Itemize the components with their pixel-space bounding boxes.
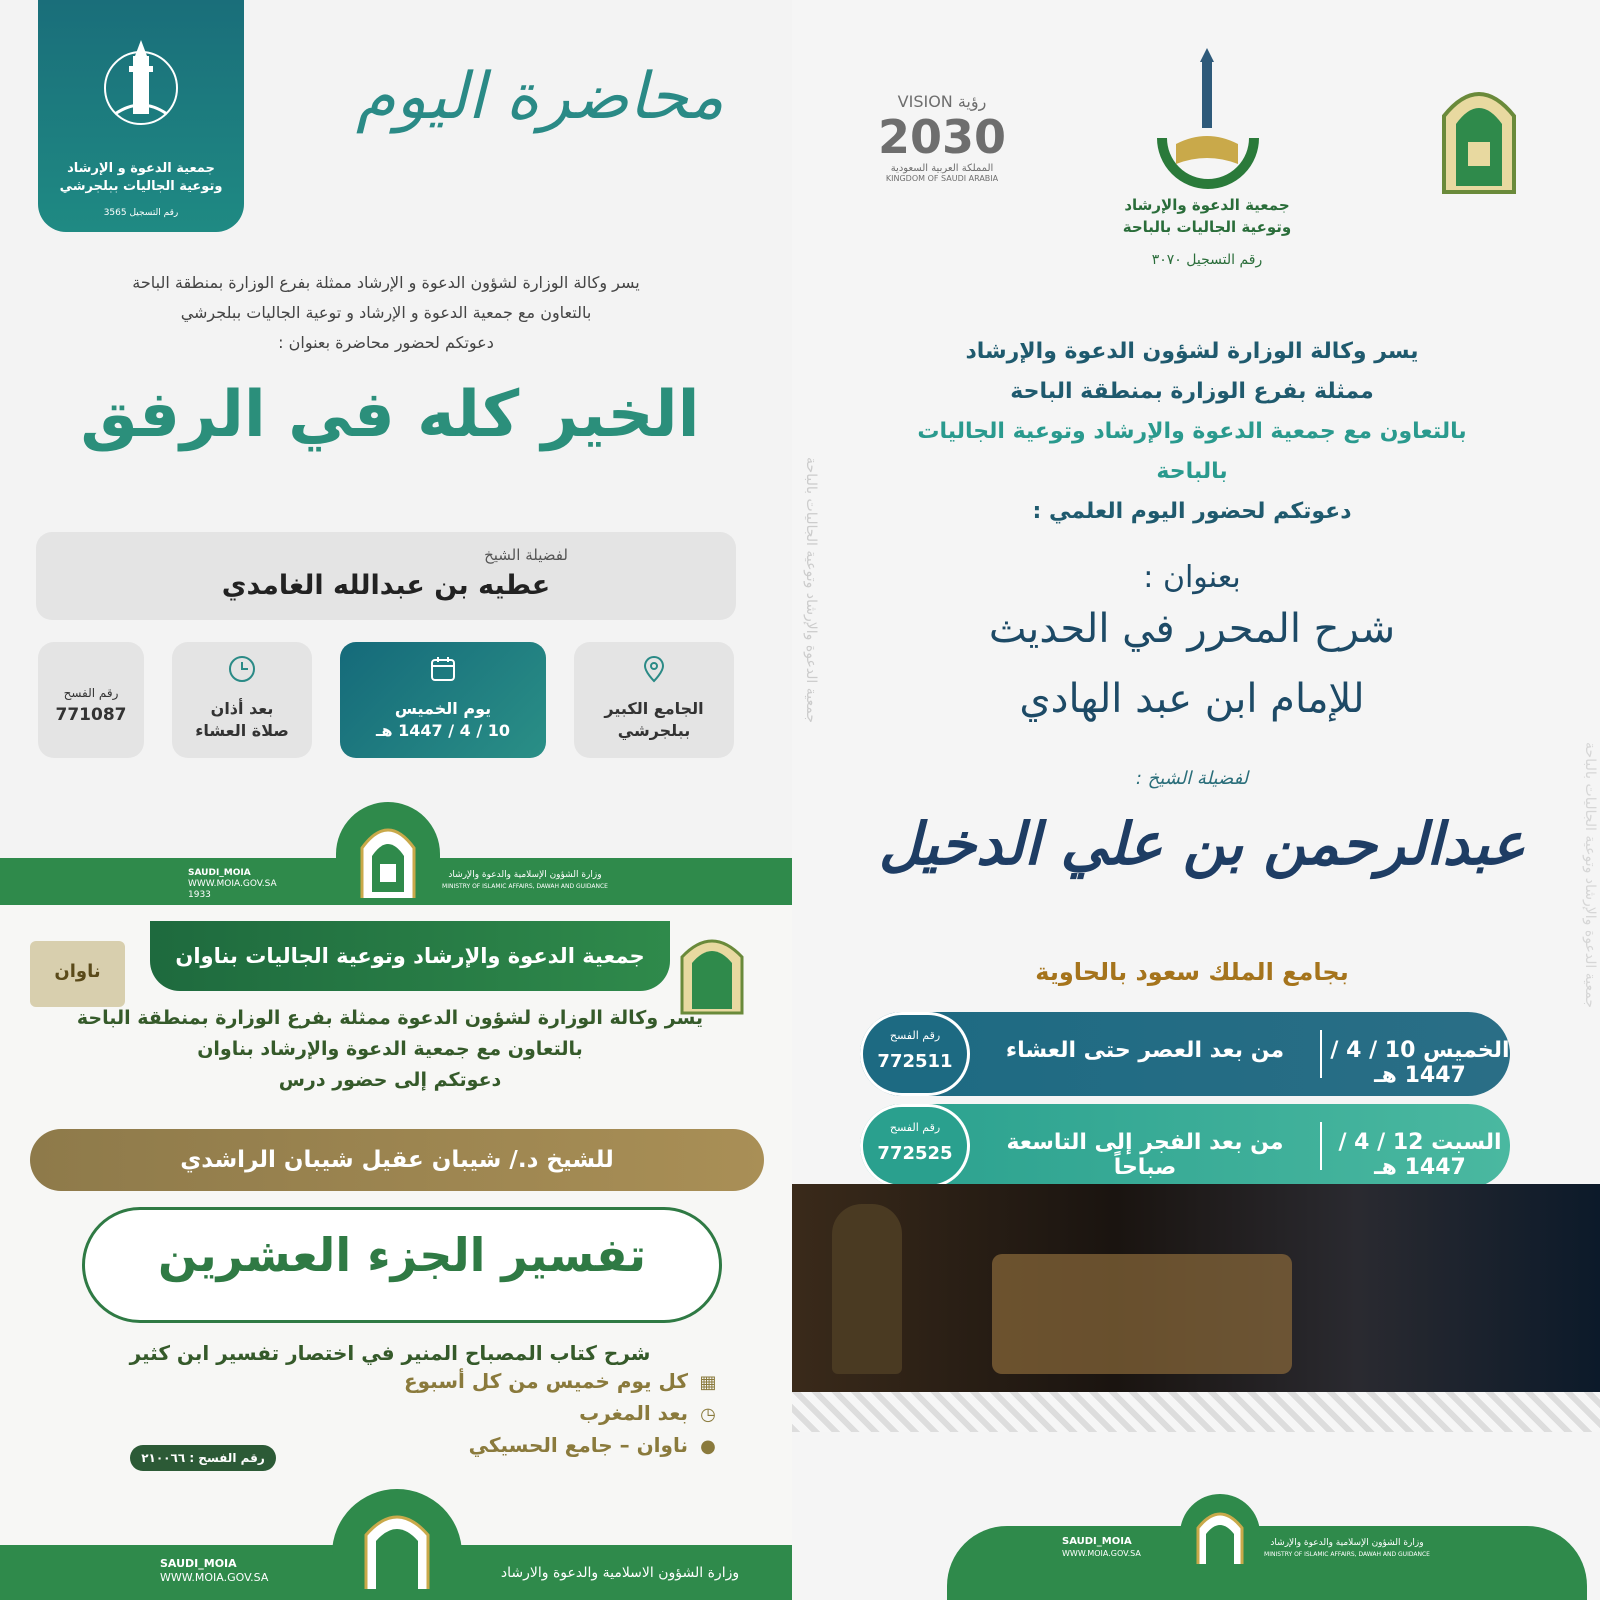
- session-1: [860, 1012, 1510, 1096]
- sheikh-name: عطيه بن عبدالله الغامدي: [221, 570, 551, 601]
- candle-manuscript-photo: [792, 1184, 1600, 1392]
- scroll: [992, 1254, 1292, 1374]
- title-line-2: للإمام ابن عبد الهادي: [1019, 676, 1365, 722]
- footer-contacts: SAUDI_MOIA WWW.MOIA.GOV.SA: [1062, 1536, 1141, 1558]
- decorative-band: [792, 1392, 1600, 1432]
- location-pin-icon: ●: [700, 1436, 716, 1457]
- lesson-subtitle: شرح كتاب المصباح المنير في اختصار تفسير ابن كثير: [129, 1341, 651, 1365]
- permit-tile: رقم الفسح 771087: [38, 642, 144, 758]
- location-pin-icon: [639, 654, 669, 684]
- title-line-1: شرح المحرر في الحديث: [988, 606, 1396, 652]
- divider: [1320, 1030, 1322, 1078]
- registration-number: رقم التسجيل ٣٠٧٠: [1151, 252, 1263, 268]
- footer-contacts: SAUDI_MOIA WWW.MOIA.GOV.SA 1933: [188, 868, 277, 900]
- headline: محاضرة اليوم: [356, 60, 724, 134]
- scientific-day-poster-albaha: [792, 0, 1600, 1600]
- clock-icon: ◷: [700, 1404, 716, 1425]
- location-tile: الجامع الكبير ببلجرشي: [574, 642, 734, 758]
- footer-ministry: وزارة الشؤون الاسلامية والدعوة والارشاد: [500, 1565, 740, 1581]
- ministry-emblem-icon: [1180, 1494, 1260, 1564]
- title-label: بعنوان :: [1143, 560, 1241, 595]
- ministry-emblem-icon: [678, 927, 746, 1015]
- intro-text: يسر وكالة الوزارة لشؤون الدعوة و الإرشاد ممثلة بفرع الوزارة بمنطقة الباحة بالتعاون مع جمعية الدعوة و الإرشاد و توعية الجاليات ببلجرشي دعوتكم لحضور محاضرة بعنوان :: [132, 273, 640, 352]
- sheikh-name: عبدالرحمن بن علي الدخيل: [878, 810, 1526, 878]
- ministry-logo-arch: [332, 1489, 462, 1589]
- ministry-emblem-icon: [332, 1489, 462, 1589]
- candle-holder: [832, 1204, 902, 1374]
- date-tile: يوم الخميس 10 / 4 / 1447 هـ: [340, 642, 546, 758]
- clock-icon: [227, 654, 257, 684]
- side-watermark-right: جمعية الدعوة والإرشاد وتوعية الجاليات بالباحة: [1582, 742, 1598, 1008]
- intro-text: يسر وكالة الوزارة لشؤون الدعوة والإرشاد ممثلة بفرع الوزارة بمنطقة الباحة بالتعاون مع جمعية الدعوة والإرشاد وتوعية الجاليات بالباحة دعوتكم لحضور اليوم العلمي :: [917, 339, 1467, 524]
- nawan-logo: ناوان: [30, 941, 125, 1007]
- org-crescent-book-icon: [1142, 48, 1272, 218]
- sheikh-label: لفضيلة الشيخ :: [1135, 768, 1249, 789]
- footer-ministry: وزارة الشؤون الإسلامية والدعوة والإرشاد MINISTRY OF ISLAMIC AFFAIRS, DAWAH AND GUIDANCE: [1264, 1538, 1430, 1558]
- location-row: ●ناوان – جامع الحسيكي: [300, 1433, 720, 1458]
- org-name: جمعية الدعوة والإرشاد وتوعية الجاليات بالباحة: [1122, 196, 1292, 236]
- permit-badge: رقم الفسح : ٢١٠٠٦٦: [130, 1445, 276, 1471]
- ministry-emblem-icon: [336, 802, 440, 902]
- time-row: ◷بعد المغرب: [300, 1401, 720, 1426]
- intro-text: يسر وكالة الوزارة لشؤون الدعوة ممثلة بفرع الوزارة بمنطقة الباحة بالتعاون مع جمعية الدعوة والإرشاد بناوان دعوتكم إلى حضور درس: [76, 1007, 704, 1091]
- lecture-title: الخير كله في الرفق: [80, 378, 700, 452]
- mosque-emblem-icon: [101, 36, 181, 136]
- tafsir-poster-nawan: [0, 905, 792, 1600]
- session-time: من بعد الفجر إلى التاسعة صباحاً: [1006, 1130, 1284, 1180]
- lecture-poster-baljurashi: [0, 0, 792, 905]
- time-tile: بعد أذان صلاة العشاء: [172, 642, 312, 758]
- footer-contacts: SAUDI_MOIA WWW.MOIA.GOV.SA: [160, 1557, 269, 1584]
- venue: بجامع الملك سعود بالحاوية: [1035, 958, 1349, 986]
- org-logo-card: [38, 0, 244, 232]
- vision-2030-logo: رؤية VISION 2030 المملكة العربية السعودية KINGDOM OF SAUDI ARABIA: [877, 92, 1007, 183]
- sheikh-label: لفضيلة الشيخ: [484, 546, 568, 564]
- divider: [1320, 1122, 1322, 1170]
- org-banner: جمعية الدعوة والإرشاد وتوعية الجاليات بناوان: [150, 921, 670, 991]
- ministry-logo-arch: [336, 802, 440, 902]
- lesson-title: تفسير الجزء العشرين: [157, 1228, 647, 1282]
- schedule-row: ▦كل يوم خميس من كل أسبوع: [300, 1369, 720, 1394]
- permit-badge: رقم الفسح 772511: [860, 1012, 970, 1096]
- session-time: من بعد العصر حتى العشاء: [1005, 1038, 1285, 1063]
- sheikh-banner: للشيخ د./ شيبان عقيل شيبان الراشدي: [30, 1129, 764, 1191]
- session-date: الخميس 10 / 4 / 1447 هـ: [1330, 1038, 1510, 1088]
- sheikh-box: [36, 532, 736, 620]
- session-2: [860, 1104, 1510, 1188]
- calendar-icon: [428, 654, 458, 684]
- title-box: [82, 1207, 722, 1323]
- footer-ministry: وزارة الشؤون الإسلامية والدعوة والإرشاد MINISTRY OF ISLAMIC AFFAIRS, DAWAH AND GUIDANCE: [442, 870, 608, 890]
- ministry-emblem-icon: [1438, 76, 1520, 194]
- side-watermark-left: جمعية الدعوة والإرشاد وتوعية الجاليات بالباحة: [803, 457, 819, 723]
- permit-badge: رقم الفسح 772525: [860, 1104, 970, 1188]
- org-name: جمعية الدعوة و الإرشاد وتوعية الجاليات ببلجرشي: [59, 161, 223, 194]
- ministry-logo-arch: [1180, 1494, 1260, 1564]
- registration-number: رقم التسجيل 3565: [103, 208, 179, 218]
- session-date: السبت 12 / 4 / 1447 هـ: [1338, 1130, 1502, 1180]
- calendar-icon: ▦: [699, 1372, 717, 1393]
